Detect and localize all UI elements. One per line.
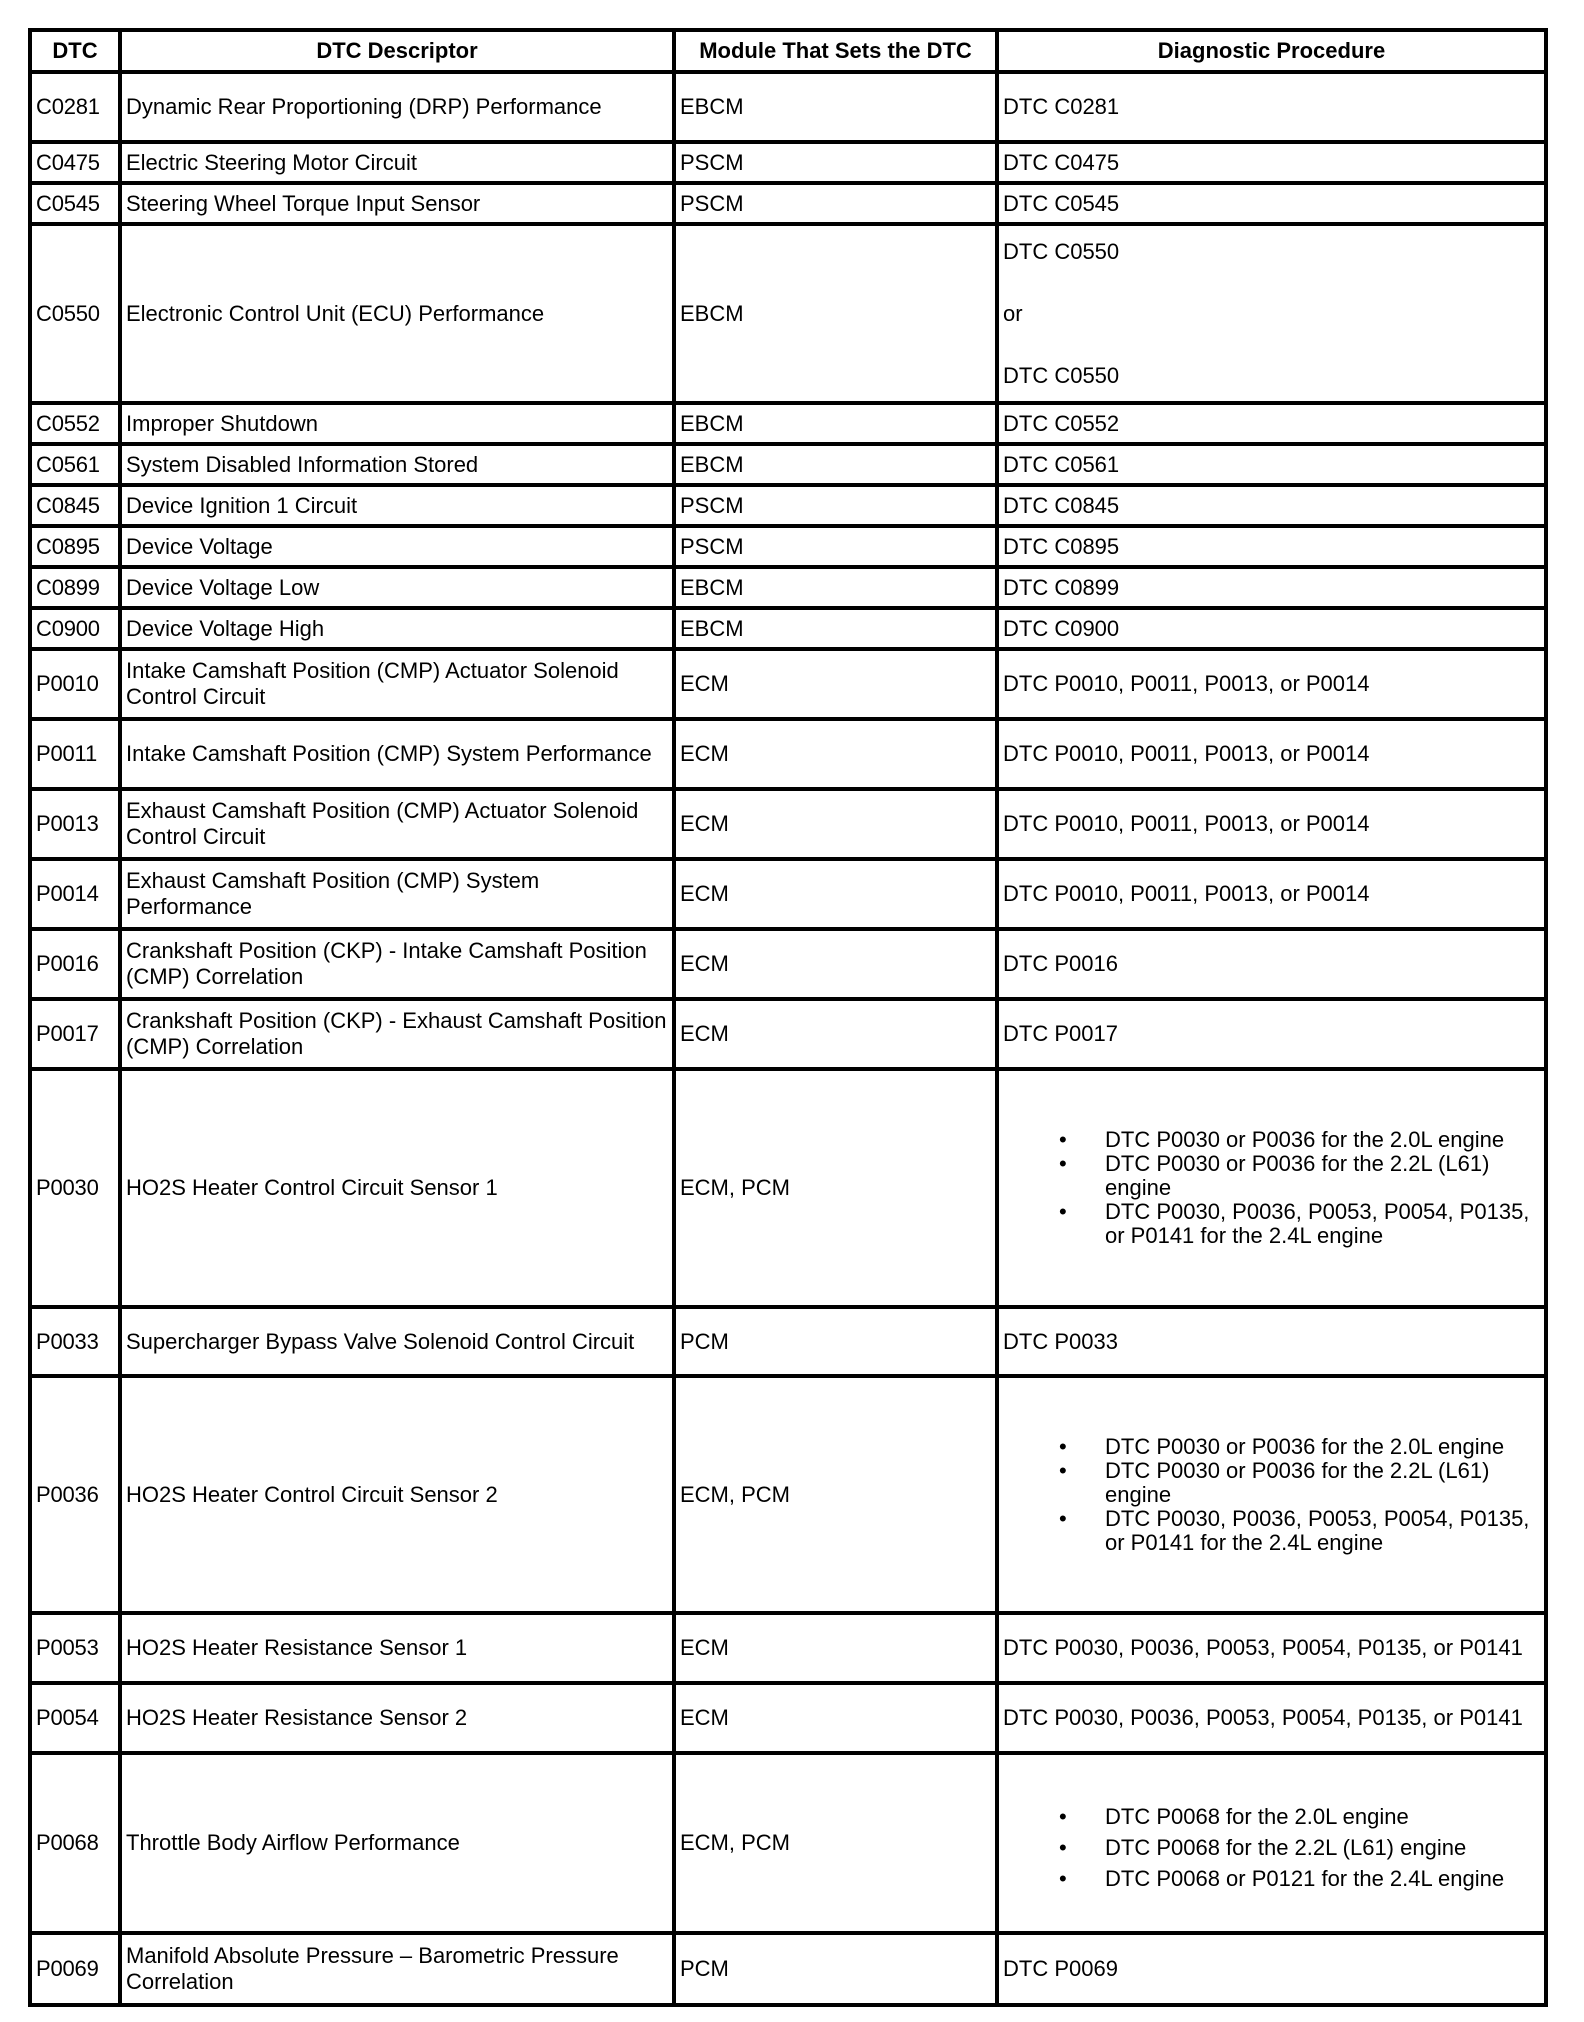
dtc-descriptor: Exhaust Camshaft Position (CMP) System Performance [120, 859, 674, 929]
module: ECM [674, 649, 997, 719]
dtc-code: C0552 [30, 403, 120, 444]
diagnostic-procedure: DTC C0545 [997, 183, 1546, 224]
module: ECM [674, 999, 997, 1069]
bullet-text: DTC P0030 or P0036 for the 2.2L (L61) engine [1105, 1457, 1490, 1507]
table-row [30, 719, 1546, 789]
table-row [30, 1753, 1546, 1933]
dtc-descriptor: Supercharger Bypass Valve Solenoid Control Circuit [120, 1307, 674, 1376]
header-descriptor: DTC Descriptor [120, 30, 674, 72]
diagnostic-procedure: DTC P0030, P0036, P0053, P0054, P0135, or P0141 [997, 1613, 1546, 1683]
diagnostic-procedure: DTC P0069 [997, 1933, 1546, 2005]
dtc-code: P0053 [30, 1613, 120, 1683]
module: ECM [674, 859, 997, 929]
procedure-bullet [1003, 1152, 1539, 1200]
procedure-line: DTC C0550 [1003, 362, 1120, 388]
dtc-code: C0900 [30, 608, 120, 649]
dtc-descriptor: Device Voltage [120, 526, 674, 567]
table-row [30, 183, 1546, 224]
dtc-code: C0475 [30, 142, 120, 183]
bullet-text: DTC P0030, P0036, P0053, P0054, P0135, or P0141 for the 2.4L engine [1105, 1505, 1530, 1555]
table-row [30, 859, 1546, 929]
bullet-text: DTC P0068 for the 2.2L (L61) engine [1105, 1835, 1467, 1860]
module: EBCM [674, 567, 997, 608]
table-row [30, 789, 1546, 859]
bullet-icon: • [1059, 1433, 1067, 1459]
header-row [30, 30, 1546, 72]
bullet-icon: • [1059, 1127, 1067, 1152]
bullet-text: DTC P0030 or P0036 for the 2.0L engine [1105, 1433, 1505, 1459]
diagnostic-procedure: DTC C0475 [997, 142, 1546, 183]
module: ECM [674, 719, 997, 789]
module: PSCM [674, 142, 997, 183]
dtc-code: P0033 [30, 1307, 120, 1376]
bullet-icon: • [1059, 1804, 1067, 1829]
dtc-descriptor: Improper Shutdown [120, 403, 674, 444]
dtc-table [28, 28, 1548, 2007]
dtc-code: P0069 [30, 1933, 120, 2005]
diagnostic-procedure: DTC C0899 [997, 567, 1546, 608]
module: ECM, PCM [674, 1753, 997, 1933]
dtc-descriptor: Dynamic Rear Proportioning (DRP) Performance [120, 72, 674, 142]
procedure-bullet-list [1003, 1804, 1539, 1892]
module: ECM, PCM [674, 1376, 997, 1613]
module: EBCM [674, 403, 997, 444]
dtc-descriptor: Device Voltage Low [120, 567, 674, 608]
module: PCM [674, 1307, 997, 1376]
diagnostic-procedure: DTC P0010, P0011, P0013, or P0014 [997, 789, 1546, 859]
module: PSCM [674, 485, 997, 526]
header-dtc: DTC [30, 30, 120, 72]
procedure-bullet [1003, 1507, 1539, 1555]
diagnostic-procedure: DTC C0561 [997, 444, 1546, 485]
dtc-descriptor: HO2S Heater Resistance Sensor 2 [120, 1683, 674, 1753]
procedure-bullet [1003, 1128, 1539, 1152]
dtc-descriptor: Throttle Body Airflow Performance [120, 1753, 674, 1933]
table-row [30, 1683, 1546, 1753]
procedure-bullet [1003, 1459, 1539, 1507]
dtc-descriptor: HO2S Heater Control Circuit Sensor 1 [120, 1069, 674, 1307]
procedure-line: DTC C0550 [1003, 238, 1120, 264]
table-row [30, 526, 1546, 567]
procedure-bullet [1003, 1866, 1539, 1892]
dtc-descriptor: Steering Wheel Torque Input Sensor [120, 183, 674, 224]
diagnostic-procedure [997, 1376, 1546, 1613]
bullet-text: DTC P0030 or P0036 for the 2.2L (L61) engine [1105, 1151, 1490, 1200]
dtc-code: P0036 [30, 1376, 120, 1613]
diagnostic-procedure: DTC C0895 [997, 526, 1546, 567]
diagnostic-procedure: DTC P0033 [997, 1307, 1546, 1376]
module: PCM [674, 1933, 997, 2005]
diagnostic-procedure: DTC C0281 [997, 72, 1546, 142]
header-procedure: Diagnostic Procedure [997, 30, 1546, 72]
bullet-text: DTC P0068 or P0121 for the 2.4L engine [1105, 1866, 1505, 1891]
dtc-code: C0281 [30, 72, 120, 142]
dtc-descriptor: HO2S Heater Control Circuit Sensor 2 [120, 1376, 674, 1613]
module: ECM [674, 1613, 997, 1683]
dtc-code: C0561 [30, 444, 120, 485]
bullet-text: DTC P0030, P0036, P0053, P0054, P0135, or P0141 for the 2.4L engine [1105, 1199, 1530, 1248]
dtc-code: C0899 [30, 567, 120, 608]
bullet-text: DTC P0030 or P0036 for the 2.0L engine [1105, 1127, 1505, 1152]
bullet-icon: • [1059, 1457, 1067, 1483]
table-row [30, 999, 1546, 1069]
procedure-bullet [1003, 1200, 1539, 1248]
module: ECM [674, 1683, 997, 1753]
procedure-bullet [1003, 1435, 1539, 1459]
dtc-code: C0545 [30, 183, 120, 224]
diagnostic-procedure: DTC C0845 [997, 485, 1546, 526]
dtc-descriptor: Intake Camshaft Position (CMP) System Performance [120, 719, 674, 789]
table-row [30, 444, 1546, 485]
dtc-descriptor: Exhaust Camshaft Position (CMP) Actuator Solenoid Control Circuit [120, 789, 674, 859]
dtc-code: C0845 [30, 485, 120, 526]
dtc-descriptor: Device Ignition 1 Circuit [120, 485, 674, 526]
diagnostic-procedure: DTC P0016 [997, 929, 1546, 999]
diagnostic-procedure: DTC C0552 [997, 403, 1546, 444]
procedure-bullet-list [1003, 1435, 1539, 1555]
header-module: Module That Sets the DTC [674, 30, 997, 72]
module: EBCM [674, 224, 997, 403]
table-row [30, 1069, 1546, 1307]
module: ECM, PCM [674, 1069, 997, 1307]
table-row [30, 1613, 1546, 1683]
table-row [30, 1376, 1546, 1613]
table-row [30, 649, 1546, 719]
module: EBCM [674, 444, 997, 485]
bullet-icon: • [1059, 1505, 1067, 1531]
table-row [30, 142, 1546, 183]
table-row [30, 567, 1546, 608]
table-row [30, 929, 1546, 999]
dtc-descriptor: Intake Camshaft Position (CMP) Actuator Solenoid Control Circuit [120, 649, 674, 719]
diagnostic-procedure: DTC P0010, P0011, P0013, or P0014 [997, 719, 1546, 789]
dtc-descriptor: HO2S Heater Resistance Sensor 1 [120, 1613, 674, 1683]
procedure-bullet-list [1003, 1128, 1539, 1248]
table-row [30, 485, 1546, 526]
dtc-code: P0054 [30, 1683, 120, 1753]
dtc-code: P0030 [30, 1069, 120, 1307]
module: ECM [674, 789, 997, 859]
bullet-icon: • [1059, 1199, 1067, 1224]
bullet-icon: • [1059, 1151, 1067, 1176]
diagnostic-procedure: DTC P0010, P0011, P0013, or P0014 [997, 859, 1546, 929]
dtc-descriptor: Electronic Control Unit (ECU) Performance [120, 224, 674, 403]
procedure-line: or [1003, 300, 1023, 326]
module: EBCM [674, 72, 997, 142]
dtc-code: P0013 [30, 789, 120, 859]
diagnostic-procedure [997, 1753, 1546, 1933]
dtc-code: P0014 [30, 859, 120, 929]
table-row [30, 224, 1546, 403]
diagnostic-procedure [997, 1069, 1546, 1307]
module: ECM [674, 929, 997, 999]
table-row [30, 72, 1546, 142]
table-row [30, 608, 1546, 649]
module: EBCM [674, 608, 997, 649]
dtc-code: P0068 [30, 1753, 120, 1933]
dtc-descriptor: Electric Steering Motor Circuit [120, 142, 674, 183]
module: PSCM [674, 183, 997, 224]
dtc-code: P0011 [30, 719, 120, 789]
dtc-descriptor: Crankshaft Position (CKP) - Exhaust Camshaft Position (CMP) Correlation [120, 999, 674, 1069]
diagnostic-procedure: DTC C0900 [997, 608, 1546, 649]
dtc-descriptor: Manifold Absolute Pressure – Barometric Pressure Correlation [120, 1933, 674, 2005]
dtc-code: C0550 [30, 224, 120, 403]
table-row [30, 1307, 1546, 1376]
dtc-code: P0010 [30, 649, 120, 719]
diagnostic-procedure: DTC P0030, P0036, P0053, P0054, P0135, or P0141 [997, 1683, 1546, 1753]
diagnostic-procedure: DTC P0010, P0011, P0013, or P0014 [997, 649, 1546, 719]
dtc-descriptor: System Disabled Information Stored [120, 444, 674, 485]
diagnostic-procedure [997, 224, 1546, 403]
dtc-descriptor: Crankshaft Position (CKP) - Intake Camshaft Position (CMP) Correlation [120, 929, 674, 999]
bullet-text: DTC P0068 for the 2.0L engine [1105, 1804, 1409, 1829]
table-row [30, 403, 1546, 444]
dtc-code: P0017 [30, 999, 120, 1069]
bullet-icon: • [1059, 1866, 1067, 1891]
procedure-bullet [1003, 1835, 1539, 1861]
table-row [30, 1933, 1546, 2005]
dtc-code: P0016 [30, 929, 120, 999]
dtc-descriptor: Device Voltage High [120, 608, 674, 649]
dtc-code: C0895 [30, 526, 120, 567]
diagnostic-procedure: DTC P0017 [997, 999, 1546, 1069]
procedure-bullet [1003, 1804, 1539, 1830]
module: PSCM [674, 526, 997, 567]
bullet-icon: • [1059, 1835, 1067, 1860]
